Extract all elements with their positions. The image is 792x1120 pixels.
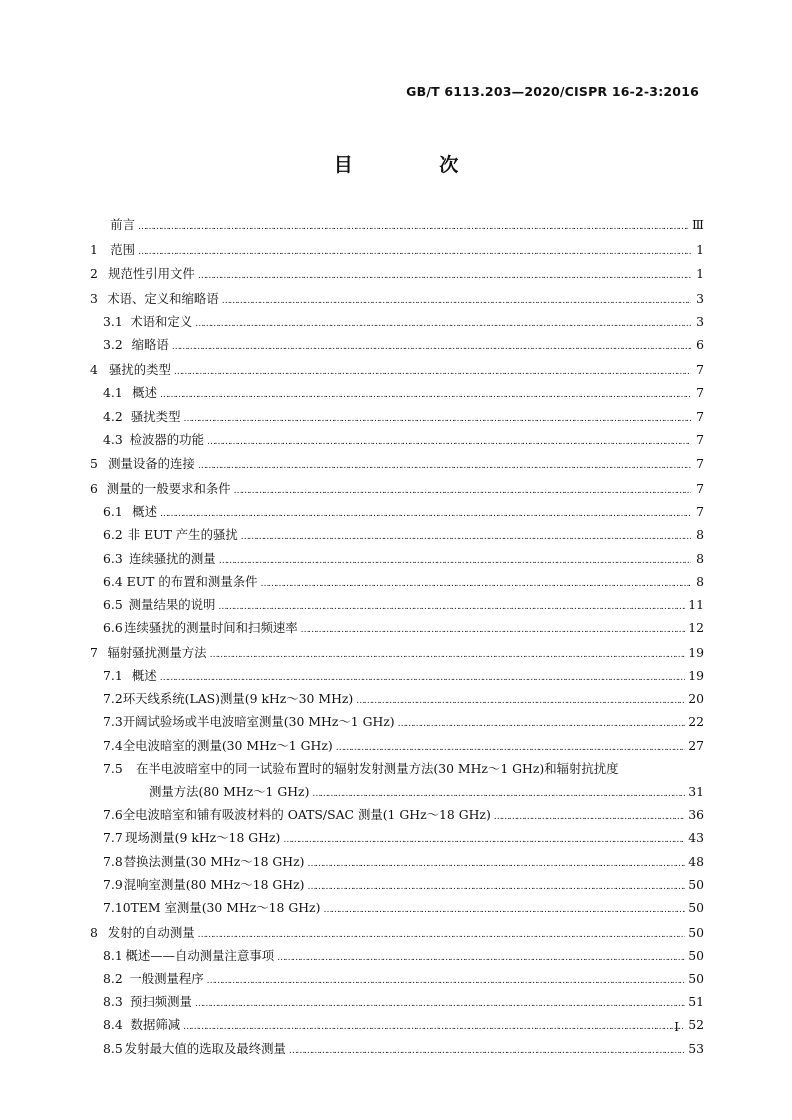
toc-entry[interactable] bbox=[90, 572, 704, 595]
toc-entry-title: TEM 室测量(30 MHz～18 GHz) bbox=[130, 899, 321, 915]
toc-leader-dots bbox=[307, 877, 685, 892]
toc-entry-page: 43 bbox=[688, 830, 704, 846]
toc-entry-page: 20 bbox=[688, 691, 704, 707]
toc-leader-dots bbox=[307, 854, 685, 869]
toc-entry-page: 8 bbox=[696, 527, 704, 543]
toc-entry-title: 替换法测量(30 MHz～18 GHz) bbox=[123, 853, 305, 869]
toc-leader-dots bbox=[283, 830, 685, 845]
toc-entry[interactable] bbox=[90, 618, 704, 641]
toc-leader-dots bbox=[312, 784, 685, 799]
toc-entry[interactable] bbox=[90, 643, 704, 666]
toc-entry-page: 19 bbox=[688, 668, 704, 684]
toc-entry-number: 7.7 bbox=[103, 830, 123, 846]
toc-leader-dots bbox=[277, 948, 685, 963]
toc-entry-title: 一般测量程序 bbox=[129, 971, 204, 986]
toc-entry-page: 50 bbox=[688, 899, 704, 915]
toc-leader-dots bbox=[218, 597, 685, 612]
table-of-contents bbox=[90, 215, 704, 1062]
toc-entry[interactable] bbox=[90, 240, 704, 263]
toc-entry-number: 8 bbox=[90, 924, 98, 940]
toc-entry-number: 6.5 bbox=[103, 597, 123, 612]
toc-leader-dots bbox=[195, 314, 691, 329]
page-number: I bbox=[674, 1020, 679, 1034]
toc-entry-number: 4.3 bbox=[103, 431, 123, 447]
toc-entry-number: 6.2 bbox=[103, 527, 123, 543]
toc-entry-page: 11 bbox=[688, 597, 704, 612]
toc-entry[interactable] bbox=[90, 383, 704, 406]
toc-entry[interactable] bbox=[90, 828, 704, 851]
toc-entry-number: 3.1 bbox=[103, 314, 123, 330]
toc-entry-page: 12 bbox=[688, 620, 704, 636]
toc-entry-title: 开阔试验场或半电波暗室测量(30 MHz～1 GHz) bbox=[122, 714, 395, 730]
toc-entry[interactable] bbox=[90, 898, 704, 921]
toc-leader-dots bbox=[160, 668, 686, 683]
toc-entry-number: 1 bbox=[90, 241, 98, 257]
toc-entry[interactable] bbox=[90, 805, 704, 828]
standard-code-header: GB/T 6113.203—2020/CISPR 16-2-3:2016 bbox=[406, 84, 699, 99]
toc-entry-number: 7.8 bbox=[103, 853, 123, 869]
toc-entry-page: 7 bbox=[696, 362, 704, 378]
toc-entry-title: 环天线系统(LAS)测量(9 kHz～30 MHz) bbox=[122, 691, 354, 707]
toc-entry-page: 6 bbox=[696, 337, 704, 353]
toc-leader-dots bbox=[219, 551, 691, 566]
toc-entry-number: 4.1 bbox=[103, 385, 123, 401]
toc-entry-page: 36 bbox=[688, 807, 704, 823]
toc-leader-dots bbox=[160, 385, 691, 400]
toc-leader-dots bbox=[261, 574, 692, 589]
toc-entry-title: 全电波暗室的测量(30 MHz～1 GHz) bbox=[122, 737, 333, 753]
toc-entry-number: 6.6 bbox=[103, 620, 123, 636]
toc-leader-dots bbox=[183, 1017, 685, 1032]
toc-leader-dots bbox=[356, 691, 685, 706]
toc-entry-title: 术语和定义 bbox=[130, 314, 193, 330]
toc-entry-title: 辐射骚扰测量方法 bbox=[107, 644, 207, 660]
toc-entry-number: 8.5 bbox=[103, 1040, 123, 1056]
toc-entry-number: 6 bbox=[90, 481, 98, 497]
toc-leader-dots bbox=[138, 242, 691, 257]
toc-entry-title: 范围 bbox=[110, 241, 136, 257]
toc-entry[interactable] bbox=[90, 666, 704, 689]
toc-entry-page: 50 bbox=[688, 924, 704, 940]
toc-entry-number: 8.2 bbox=[103, 971, 123, 986]
toc-entry[interactable] bbox=[90, 502, 704, 525]
toc-leader-dots bbox=[234, 481, 691, 496]
toc-entry-number: 7.9 bbox=[103, 876, 123, 892]
toc-entry-number: 5 bbox=[90, 456, 98, 472]
toc-entry-page: 48 bbox=[688, 853, 704, 869]
toc-entry[interactable] bbox=[90, 312, 704, 335]
toc-entry-title: 全电波暗室和铺有吸波材料的 OATS/SAC 测量(1 GHz～18 GHz) bbox=[122, 807, 491, 823]
toc-entry[interactable] bbox=[90, 479, 704, 502]
toc-entry-title: 测量的一般要求和条件 bbox=[106, 481, 231, 497]
toc-entry-title: 发射最大值的选取及最终测量 bbox=[124, 1040, 286, 1056]
toc-leader-dots bbox=[207, 432, 691, 447]
toc-entry-page: Ⅲ bbox=[692, 217, 704, 232]
toc-entry[interactable] bbox=[90, 969, 704, 992]
toc-entry-number: 3.2 bbox=[103, 337, 123, 353]
toc-entry-number: 7.5 bbox=[103, 760, 123, 776]
toc-entry-number: 6.1 bbox=[103, 504, 123, 520]
toc-entry[interactable] bbox=[90, 992, 704, 1015]
toc-entry-title: 骚扰的类型 bbox=[108, 362, 171, 378]
toc-entry-page: 53 bbox=[688, 1040, 704, 1056]
toc-entry-number: 4 bbox=[90, 362, 98, 378]
toc-leader-dots bbox=[494, 807, 685, 822]
toc-entry-title: 发射的自动测量 bbox=[107, 924, 195, 940]
toc-leader-dots bbox=[160, 504, 691, 519]
toc-entry[interactable] bbox=[90, 289, 704, 312]
toc-entry-number: 2 bbox=[90, 266, 98, 282]
toc-leader-dots bbox=[183, 409, 691, 424]
toc-entry-page: 7 bbox=[696, 385, 704, 401]
toc-entry-number: 7.3 bbox=[103, 714, 123, 730]
toc-entry-title: 骚扰类型 bbox=[130, 408, 181, 424]
toc-leader-dots bbox=[172, 337, 691, 352]
toc-entry[interactable] bbox=[90, 1015, 704, 1038]
toc-leader-dots bbox=[174, 362, 691, 377]
toc-entry-page: 8 bbox=[696, 550, 704, 566]
toc-entry-page: 22 bbox=[688, 714, 704, 730]
toc-entry[interactable] bbox=[90, 335, 704, 358]
toc-entry-title: EUT 的布置和测量条件 bbox=[126, 573, 258, 589]
toc-entry-title: 混响室测量(80 MHz～18 GHz) bbox=[123, 876, 305, 892]
toc-leader-dots bbox=[336, 738, 686, 753]
toc-entry-number: 6.3 bbox=[103, 550, 123, 566]
toc-entry-page: 3 bbox=[696, 291, 704, 307]
toc-entry[interactable] bbox=[90, 215, 704, 238]
toc-entry-title: 预扫频测量 bbox=[129, 994, 192, 1010]
toc-entry[interactable] bbox=[90, 525, 704, 548]
toc-entry-number: 7.10 bbox=[103, 899, 131, 915]
toc-entry[interactable] bbox=[90, 736, 704, 759]
toc-entry-page: 50 bbox=[688, 947, 704, 963]
toc-leader-dots bbox=[198, 456, 691, 471]
toc-entry-title: 非 EUT 产生的骚扰 bbox=[127, 527, 238, 543]
toc-entry[interactable] bbox=[90, 549, 704, 572]
toc-entry-title: 术语、定义和缩略语 bbox=[107, 291, 219, 307]
toc-leader-dots bbox=[207, 971, 686, 986]
toc-entry-page: 50 bbox=[688, 876, 704, 892]
toc-entry-page: 27 bbox=[688, 737, 704, 753]
toc-entry-title: 前言 bbox=[110, 217, 135, 232]
toc-entry[interactable] bbox=[90, 875, 704, 898]
toc-entry[interactable] bbox=[90, 852, 704, 875]
toc-entry-number: 3 bbox=[90, 291, 98, 307]
toc-entry[interactable] bbox=[90, 430, 704, 453]
toc-entry[interactable] bbox=[90, 407, 704, 430]
toc-entry-title: 数据筛减 bbox=[130, 1017, 181, 1033]
toc-entry-number: 8.4 bbox=[103, 1017, 123, 1033]
toc-entry-page: 52 bbox=[688, 1017, 704, 1033]
toc-entry-title: 连续骚扰的测量时间和扫频速率 bbox=[124, 620, 298, 636]
toc-entry-title: 缩略语 bbox=[131, 337, 169, 353]
toc-entry[interactable] bbox=[90, 689, 704, 712]
toc-entry-title: 测量设备的连接 bbox=[108, 456, 195, 472]
toc-leader-dots bbox=[195, 994, 685, 1009]
toc-leader-dots bbox=[398, 714, 686, 729]
toc-leader-dots bbox=[289, 1041, 685, 1056]
toc-entry-page: 50 bbox=[688, 971, 704, 986]
toc-entry-page: 8 bbox=[696, 573, 704, 589]
toc-entry-number: 7.6 bbox=[103, 807, 123, 823]
toc-entry-title: 检波器的功能 bbox=[129, 431, 204, 447]
toc-leader-dots bbox=[301, 620, 686, 635]
toc-leader-dots bbox=[198, 266, 691, 281]
toc-entry-page: 19 bbox=[688, 644, 704, 660]
toc-entry-title: 测量方法(80 MHz～1 GHz) bbox=[149, 784, 310, 799]
toc-entry-page: 7 bbox=[696, 481, 704, 497]
page-title: 目 次 bbox=[333, 154, 499, 176]
toc-entry-title: 测量结果的说明 bbox=[128, 597, 216, 612]
toc-entry-number: 7.2 bbox=[103, 691, 123, 707]
toc-entry-title: 在半电波暗室中的同一试验布置时的辐射发射测量方法(30 MHz～1 GHz)和辐射抗扰度 bbox=[136, 760, 619, 776]
toc-entry-title: 概述 bbox=[132, 385, 157, 401]
toc-entry-page: 7 bbox=[696, 408, 704, 424]
toc-entry-title: 连续骚扰的测量 bbox=[128, 550, 216, 566]
toc-entry-page: 7 bbox=[696, 504, 704, 520]
toc-leader-dots bbox=[210, 645, 686, 660]
toc-entry[interactable] bbox=[90, 360, 704, 383]
toc-entry-page: 7 bbox=[696, 431, 704, 447]
toc-entry-number: 7.4 bbox=[103, 737, 123, 753]
toc-entry-page: 3 bbox=[696, 314, 704, 330]
toc-entry[interactable] bbox=[90, 782, 704, 805]
toc-entry-number: 8.3 bbox=[103, 994, 123, 1010]
toc-entry-title: 现场测量(9 kHz～18 GHz) bbox=[125, 830, 281, 846]
toc-entry[interactable] bbox=[90, 923, 704, 946]
toc-entry-title: 概述——自动测量注意事项 bbox=[125, 947, 275, 963]
toc-leader-dots bbox=[323, 900, 685, 915]
toc-entry[interactable] bbox=[90, 454, 704, 477]
toc-entry[interactable] bbox=[90, 595, 704, 618]
toc-entry[interactable] bbox=[90, 712, 704, 735]
toc-entry-title: 概述 bbox=[132, 504, 157, 520]
toc-leader-dots bbox=[222, 291, 691, 306]
toc-entry-number: 7 bbox=[90, 644, 98, 660]
toc-leader-dots bbox=[241, 527, 691, 542]
toc-entry-page: 31 bbox=[688, 784, 704, 799]
toc-entry[interactable] bbox=[90, 1039, 704, 1062]
toc-leader-dots bbox=[198, 925, 686, 940]
toc-entry[interactable] bbox=[90, 946, 704, 969]
toc-entry-title: 规范性引用文件 bbox=[108, 266, 195, 282]
toc-entry-number: 8.1 bbox=[103, 947, 123, 963]
toc-entry-page: 1 bbox=[696, 266, 704, 282]
toc-entry-number: 6.4 bbox=[103, 573, 123, 589]
toc-leader-dots bbox=[138, 217, 689, 232]
toc-entry-page: 51 bbox=[688, 994, 704, 1010]
toc-entry-page: 7 bbox=[696, 456, 704, 472]
toc-entry-title: 概述 bbox=[131, 668, 157, 684]
toc-entry-number: 4.2 bbox=[103, 408, 123, 424]
toc-entry[interactable] bbox=[90, 264, 704, 287]
toc-entry-number: 7.1 bbox=[103, 668, 123, 684]
toc-entry-page: 1 bbox=[696, 241, 704, 257]
toc-entry[interactable] bbox=[90, 759, 704, 782]
